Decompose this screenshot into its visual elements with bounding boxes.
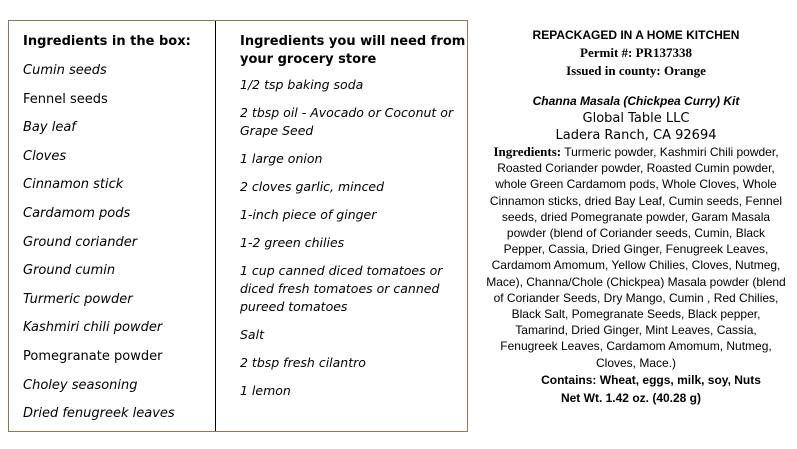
box-ingredient-item: Ground cumin <box>23 263 116 279</box>
issuing-county: Issued in county: Orange <box>566 63 706 78</box>
kit-name: Channa Masala (Chickpea Curry) Kit <box>532 94 740 108</box>
grocery-ingredient-item: 1 lemon <box>240 383 291 398</box>
permit-number: Permit #: PR137338 <box>580 45 692 60</box>
column-divider <box>215 21 216 431</box>
company-name: Global Table LLC <box>582 111 690 126</box>
grocery-ingredients-column <box>240 33 466 410</box>
grocery-ingredient-item: 1 large onion <box>240 151 323 166</box>
ingredients-label: Ingredients: <box>493 144 562 159</box>
box-ingredient-item: Choley seasoning <box>23 377 138 393</box>
box-ingredient-item: Ground coriander <box>23 234 138 250</box>
allergen-statement: Contains: Wheat, eggs, milk, soy, Nuts <box>541 372 761 387</box>
product-label <box>486 26 786 407</box>
grocery-ingredient-item: 2 tbsp fresh cilantro <box>240 355 366 370</box>
box-ingredient-item: Dried fenugreek leaves <box>23 406 175 422</box>
box-ingredients-column <box>23 33 211 434</box>
grocery-ingredient-item: 2 cloves garlic, minced <box>240 179 385 194</box>
grocery-header-line2: your grocery store <box>240 52 377 67</box>
box-ingredients-header: Ingredients in the box: <box>23 34 191 49</box>
ingredients-text: Turmeric powder, Kashmiri Chili powder, Roasted Coriander powder, Roasted Cumin powder, whole Green Cardamom pods, Whole Cloves, Whole Cinnamon sticks, dried Bay Leaf, Cumin seeds, Fennel seeds, dried Pomegranate powder, Garam Masala powder (blend of Coriander seeds, Cumin, Black Pepper, Cassia, Dried Ginger, Fenugreek Leaves, Cardamom Amomum, Yellow Chilies, Cloves, Nutmeg, Mace), Channa/Chole (Chickpea) Masala powder (blend of Coriander Seeds, Dry Mango, Cumin , Red Chilies, Black Salt, Pomegranate Seeds, Black pepper, Tamarind, Dried Ginger, Mint Leaves, Cassia, Fenugreek Leaves, Cardamom Amomum, Nutmeg, Cloves, Mace.) <box>486 145 786 370</box>
box-ingredient-item: Turmeric powder <box>23 291 133 307</box>
grocery-ingredient-item: 1-inch piece of ginger <box>240 207 377 222</box>
box-ingredient-item: Fennel seeds <box>23 91 108 107</box>
grocery-ingredient-item: Salt <box>240 327 264 342</box>
box-ingredient-item: Bay leaf <box>23 120 76 136</box>
grocery-ingredient-item: 2 tbsp oil - Avocado or Coconut or Grape Seed <box>240 105 454 138</box>
grocery-ingredient-item: 1-2 green chilies <box>240 235 345 250</box>
box-ingredient-item: Cardamom pods <box>23 205 131 221</box>
grocery-ingredient-item: 1/2 tsp baking soda <box>240 77 364 92</box>
ingredients-statement <box>486 144 786 371</box>
box-ingredient-item: Kashmiri chili powder <box>23 320 163 336</box>
repackaged-notice: REPACKAGED IN A HOME KITCHEN <box>532 28 740 42</box>
box-ingredient-item: Cloves <box>23 148 67 164</box>
net-weight: Net Wt. 1.42 oz. (40.28 g) <box>560 390 702 405</box>
ingredients-table <box>8 20 468 432</box>
box-ingredient-item: Pomegranate powder <box>23 348 163 364</box>
grocery-ingredients-list <box>240 76 466 400</box>
box-ingredient-item: Cinnamon stick <box>23 177 124 193</box>
company-location: Ladera Ranch, CA 92694 <box>555 128 717 143</box>
grocery-ingredient-item: 1 cup canned diced tomatoes or diced fresh tomatoes or canned pureed tomatoes <box>240 263 443 314</box>
grocery-header-line1: Ingredients you will need from <box>240 34 466 49</box>
box-ingredient-item: Cumin seeds <box>23 63 107 78</box>
box-ingredients-list <box>23 62 211 434</box>
